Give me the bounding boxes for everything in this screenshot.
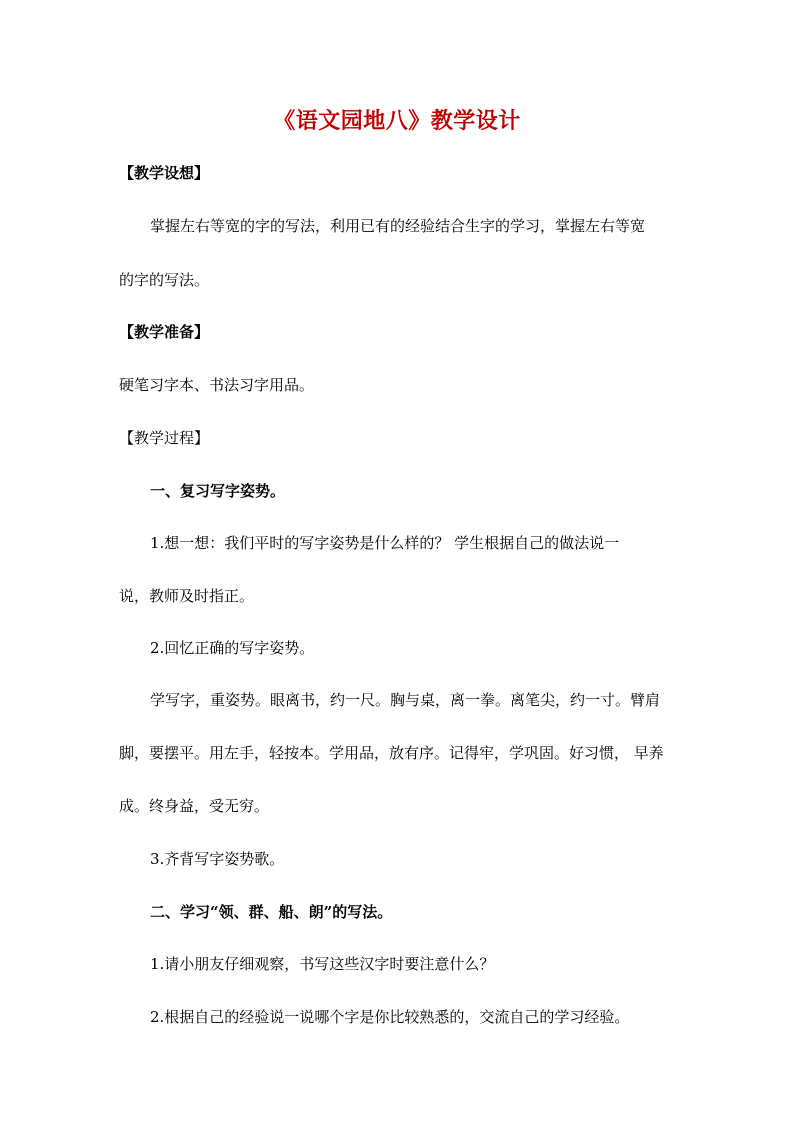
part1-heading: 一、复习写字姿势。 [150, 482, 286, 500]
rhyme-line-1: 学写字，重姿势。眼离书，约一尺。胸与桌，离一拳。离笔尖，约一寸。臂肩 [150, 691, 661, 709]
section-heading-idea: 【教学设想】 [119, 164, 210, 182]
idea-paragraph-line-2: 的字的写法。 [119, 271, 210, 289]
part1-item1-line-2: 说，教师及时指正。 [119, 587, 255, 605]
section-heading-prep: 【教学准备】 [119, 323, 210, 341]
prep-paragraph: 硬笔习字本、书法习字用品。 [119, 376, 315, 394]
section-heading-process: 【教学过程】 [119, 429, 210, 447]
part1-item3: 3.齐背写字姿势歌。 [150, 850, 285, 868]
part1-item2: 2.回忆正确的写字姿势。 [150, 639, 315, 657]
part1-item1-line-1: 1.想一想：我们平时的写字姿势是什么样的？ 学生根据自己的做法说一 [150, 534, 620, 552]
idea-paragraph-line-1: 掌握左右等宽的字的写法，利用已有的经验结合生字的学习，掌握左右等宽 [150, 217, 646, 235]
rhyme-line-3: 成。终身益，受无穷。 [119, 797, 270, 815]
rhyme-line-2: 脚，要摆平。用左手，轻按本。学用品，放有序。记得牢，学巩固。好习惯， 早养 [119, 744, 664, 762]
part2-heading: 二、学习“领、群、船、朗”的写法。 [150, 903, 393, 921]
part2-item1: 1.请小朋友仔细观察，书写这些汉字时要注意什么？ [150, 955, 495, 973]
document-title: 《语文园地八》教学设计 [273, 108, 521, 134]
part2-item2: 2.根据自己的经验说一说哪个字是你比较熟悉的，交流自己的学习经验。 [150, 1008, 630, 1026]
